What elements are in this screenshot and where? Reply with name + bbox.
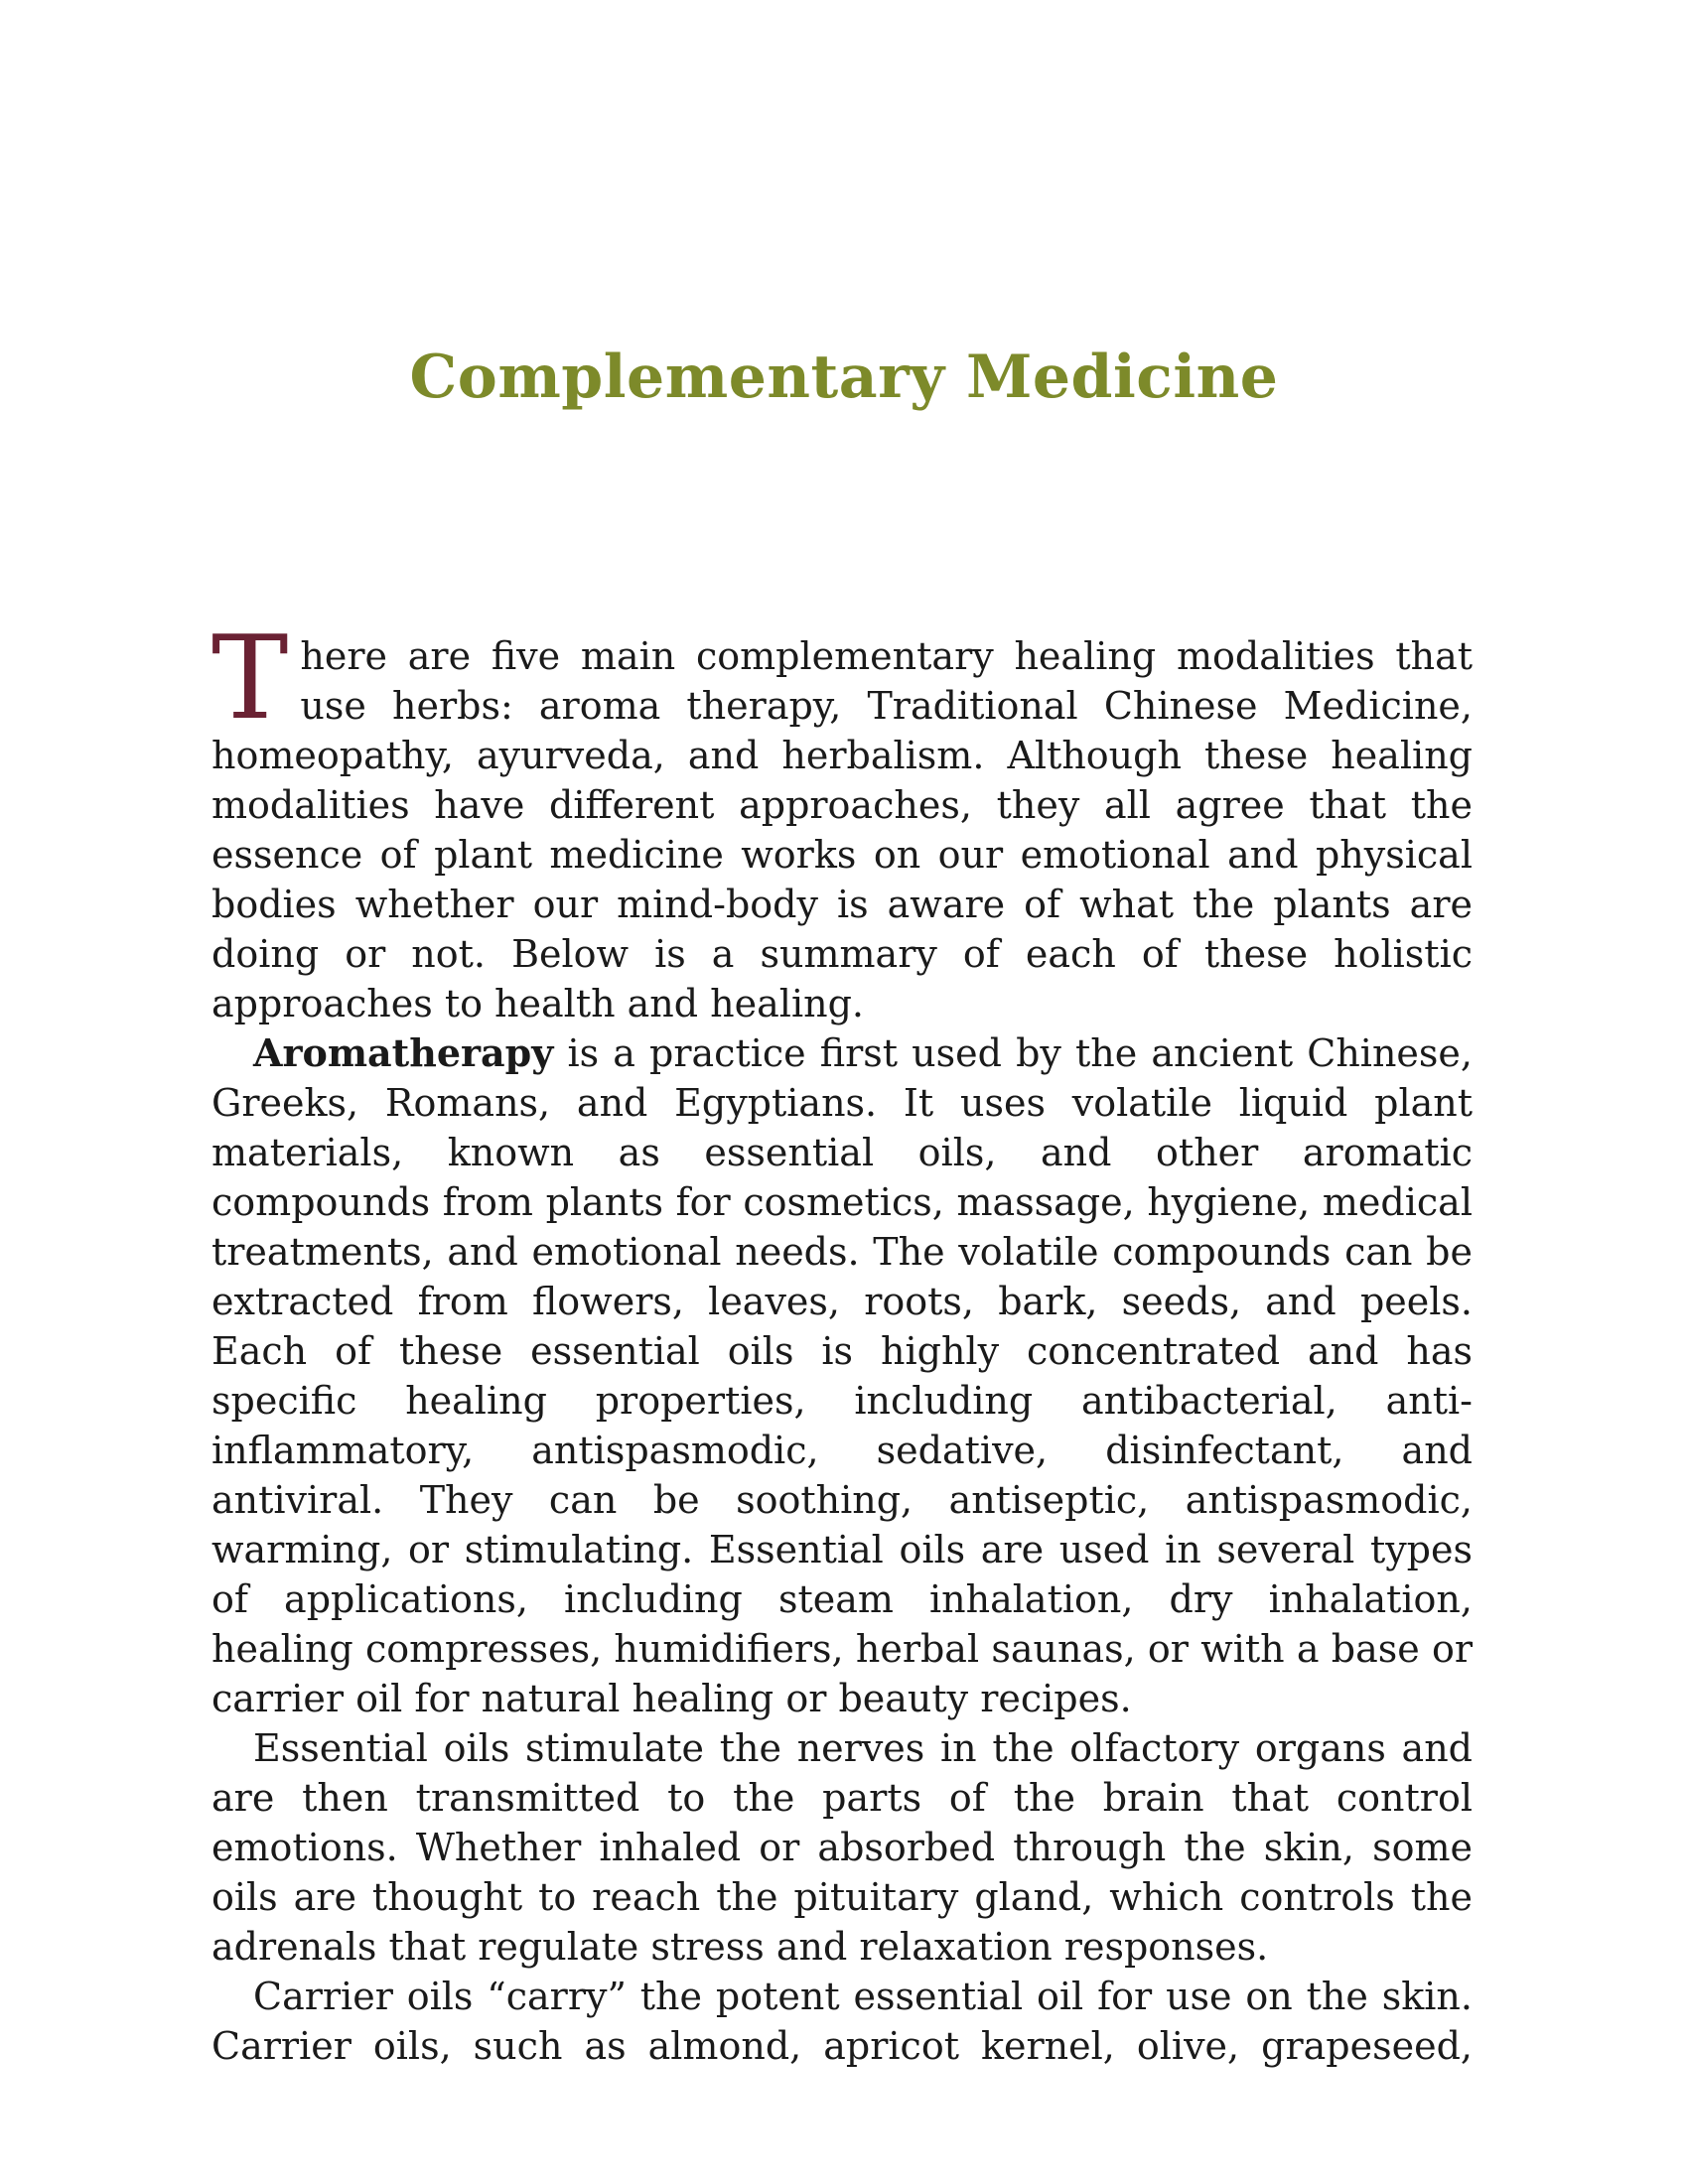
carrier-oils-paragraph: Carrier oils “carry” the potent essential oil for use on the skin. Carrier oils, such as almond, apricot kernel, olive, grapeseed, <box>211 1975 1473 2068</box>
aromatherapy-paragraph <box>211 1028 1473 1723</box>
aromatherapy-text: is a practice first used by the ancient Chinese, Greeks, Romans, and Egyptians. It uses volatile liquid plant materials, known as essential oils, and other aromatic compounds from plants for cosmetics, massage, hygiene, medical treatments, and emotional needs. The volatile compounds can be extracted from flowers, leaves, roots, bark, seeds, and peels. Each of these essential oils is highly concentrated and has specific healing properties, including antibacterial, anti-inflammatory, antispasmodic, sedative, disinfectant, and antiviral. They can be soothing, antiseptic, antispasmodic, warming, or stimulating. Essential oils are used in several types of applications, including steam inhalation, dry inhalation, healing compresses, humidifiers, herbal saunas, or with a base or carrier oil for natural healing or beauty recipes. <box>211 1031 1473 1720</box>
drop-cap: T <box>211 612 289 746</box>
intro-paragraph <box>211 612 1473 1028</box>
body-text <box>211 612 1473 2071</box>
intro-text: here are five main complementary healing modalities that use herbs: aroma therapy, Traditional Chinese Medicine, homeopathy, ayurveda, and herbalism. Although these healing modalities have different approaches, they all agree that the essence of plant medicine works on our emotional and physical bodies whether our mind-body is aware of what the plants are doing or not. Below is a summary of each of these holistic approaches to health and healing. <box>211 634 1473 1025</box>
chapter-title: Complementary Medicine <box>409 342 1279 412</box>
essential-oils-paragraph: Essential oils stimulate the nerves in the olfactory organs and are then transmitted to the parts of the brain that control emotions. Whether inhaled or absorbed through the skin, some oils are thought to reach the pituitary gland, which controls the adrenals that regulate stress and relaxation responses. <box>211 1726 1473 1969</box>
aromatherapy-term: Aromatherapy <box>253 1030 554 1075</box>
